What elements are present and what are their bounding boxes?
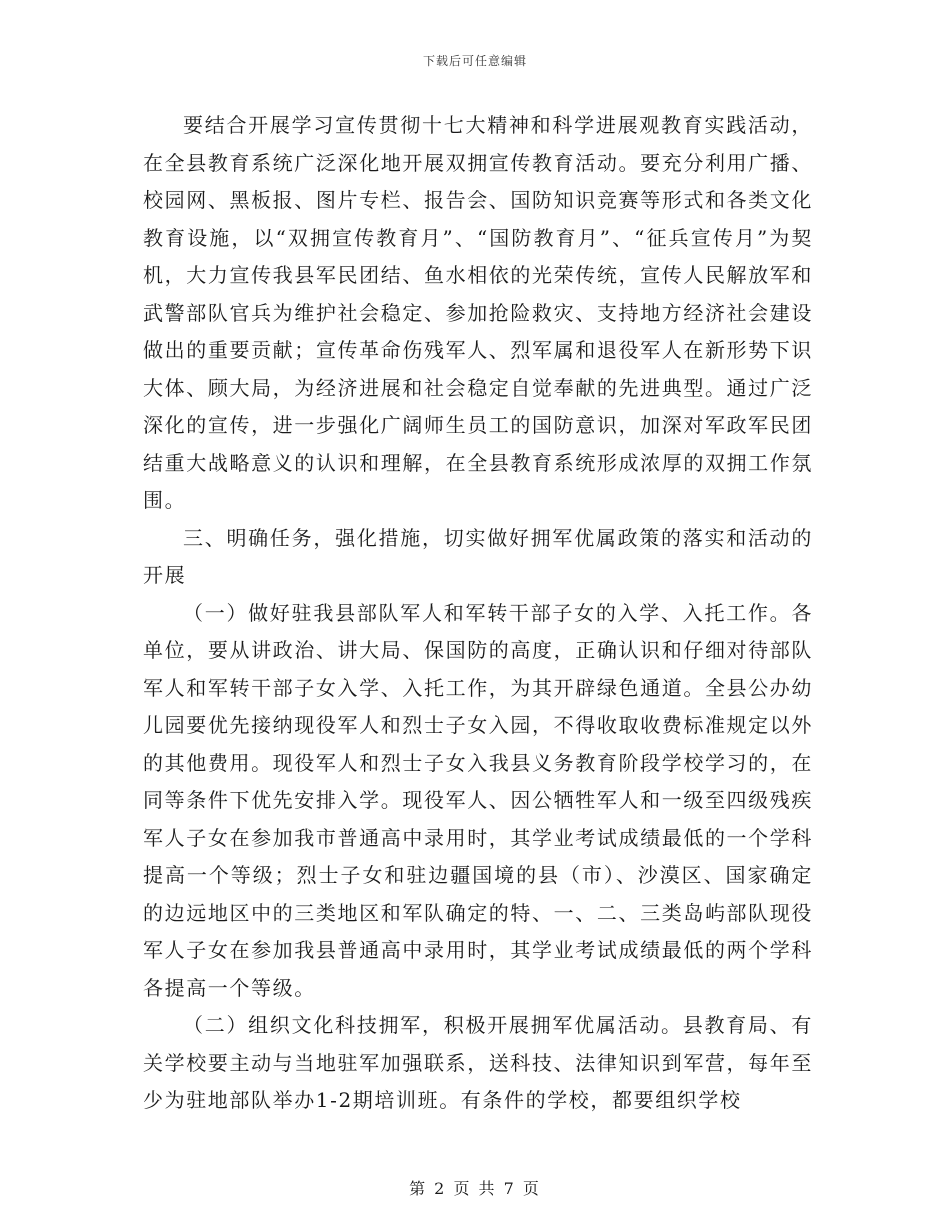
- page-number: 第 2 页 共 7 页: [409, 1179, 541, 1198]
- paragraph-publicity: 要结合开展学习宣传贯彻十七大精神和科学进展观教育实践活动，在全县教育系统广泛深化地开展双拥宣传教育活动。要充分利用广播、校园网、黑板报、图片专栏、报告会、国防知识竞赛等形式和各类文化教育设施，以“双拥宣传教育月”、“国防教育月”、“征兵宣传月”为契机，大力宣传我县军民团结、鱼水相依的光荣传统，宣传人民解放军和武警部队官兵为维护社会稳定、参加抢险救灾、支持地方经济社会建设做出的重要贡献；宣传革命伤残军人、烈军属和退役军人在新形势下识大体、顾大局，为经济进展和社会稳定自觉奉献的先进典型。通过广泛深化的宣传，进一步强化广阔师生员工的国防意识，加深对军政军民团结重大战略意义的认识和理解，在全县教育系统形成浓厚的双拥工作氛围。: [143, 113, 813, 512]
- page-header-note: 下载后可任意编辑: [422, 54, 527, 68]
- section-heading-3: 三、明确任务，强化措施，切实做好拥军优属政策的落实和活动的开展: [143, 525, 813, 587]
- paragraph-culture-support: （二）组织文化科技拥军，积极开展拥军优属活动。县教育局、有关学校要主动与当地驻军加强联系，送科技、法律知识到军营，每年至少为驻地部队举办1-2期培训班。有条件的学校，都要组织学校: [143, 1013, 813, 1112]
- paragraph-enrollment: （一）做好驻我县部队军人和军转干部子女的入学、入托工作。各单位，要从讲政治、讲大局、保国防的高度，正确认识和仔细对待部队军人和军转干部子女入学、入托工作，为其开辟绿色通道。全县公办幼儿园要优先接纳现役军人和烈士子女入园，不得收取收费标准规定以外的其他费用。现役军人和烈士子女入我县义务教育阶段学校学习的，在同等条件下优先安排入学。现役军人、因公牺牲军人和一级至四级残疾军人子女在参加我市普通高中录用时，其学业考试成绩最低的一个学科提高一个等级；烈士子女和驻边疆国境的县（市）、沙漠区、国家确定的边远地区中的三类地区和军队确定的特、一、二、三类岛屿部队现役军人子女在参加我县普通高中录用时，其学业考试成绩最低的两个学科各提高一个等级。: [143, 600, 813, 1000]
- document-body: [143, 107, 813, 1120]
